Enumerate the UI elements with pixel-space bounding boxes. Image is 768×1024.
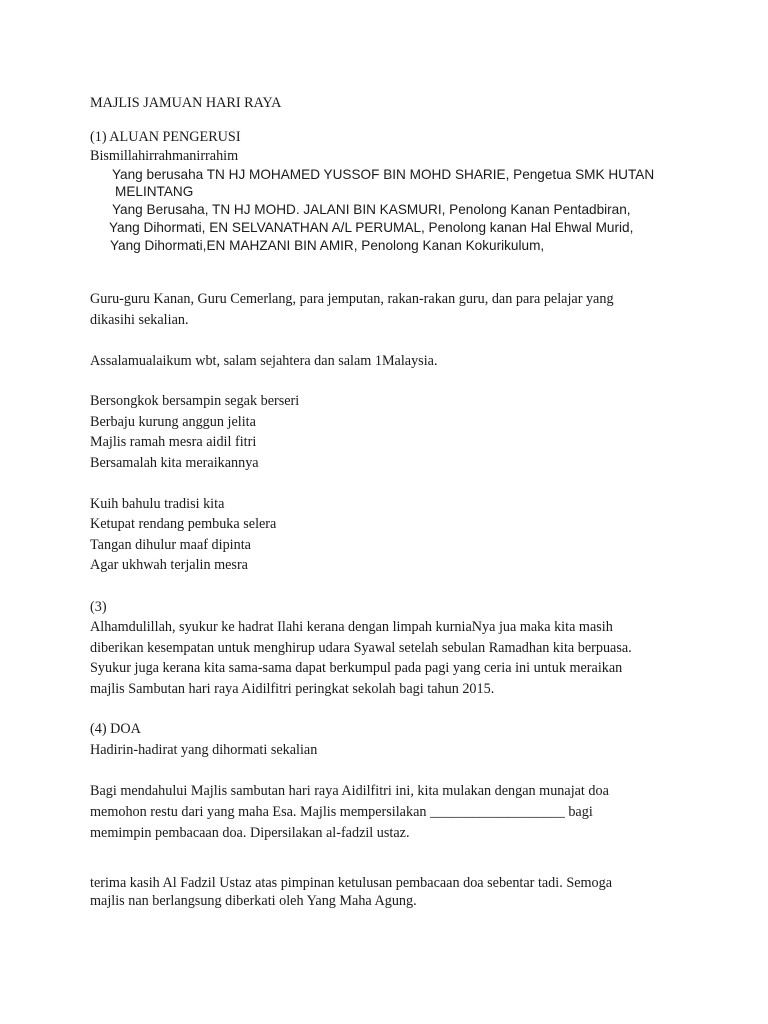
pantun-line: Kuih bahulu tradisi kita [90,496,225,512]
salutation-line: Yang Dihormati, EN SELVANATHAN A/L PERUMAL, Penolong kanan Hal Ehwal Murid, [109,220,634,235]
paragraph-line: memimpin pembacaan doa. Dipersilakan al-fadzil ustaz. [90,825,410,841]
paragraph-line: Syukur juga kerana kita sama-sama dapat berkumpul pada pagi yang ceria ini untuk meraikan [90,660,623,676]
salutation-line: MELINTANG [115,184,194,199]
pantun-line: Bersongkok bersampin segak berseri [90,393,300,409]
salutation-line: Yang berusaha TN HJ MOHAMED YUSSOF BIN MOHD SHARIE, Pengetua SMK HUTAN [112,167,655,182]
paragraph-line: memohon restu dari yang maha Esa. Majlis mempersilakan ___________________ bagi [90,804,593,820]
pantun-line: Tangan dihulur maaf dipinta [90,537,251,553]
pantun-line: Ketupat rendang pembuka selera [90,516,277,532]
closing-line: majlis nan berlangsung diberkati oleh Yang Maha Agung. [90,893,417,909]
document-title: MAJLIS JAMUAN HARI RAYA [90,95,282,111]
salutation-hadirin: Hadirin-hadirat yang dihormati sekalian [90,742,318,758]
salutation-line: Yang Dihormati,EN MAHZANI BIN AMIR, Penolong Kanan Kokurikulum, [110,238,545,253]
section-heading-3: (3) [90,599,107,615]
greeting-line: Assalamualaikum wbt, salam sejahtera dan salam 1Malaysia. [90,353,438,369]
audience-line: Guru-guru Kanan, Guru Cemerlang, para jemputan, rakan-rakan guru, dan para pelajar yang [90,291,614,307]
paragraph-line: diberikan kesempatan untuk menghirup udara Syawal setelah sebulan Ramadhan kita berpuasa. [90,640,632,656]
pantun-line: Berbaju kurung anggun jelita [90,414,256,430]
opening-basmalah: Bismillahirrahmanirrahim [90,148,239,164]
closing-line: terima kasih Al Fadzil Ustaz atas pimpinan ketulusan pembacaan doa sebentar tadi. Semoga [90,875,613,891]
paragraph-line: Bagi mendahului Majlis sambutan hari raya Aidilfitri ini, kita mulakan dengan munajat doa [90,783,609,799]
section-heading-doa: (4) DOA [90,721,141,737]
paragraph-line: Alhamdulillah, syukur ke hadrat Ilahi kerana dengan limpah kurniaNya jua maka kita masih [90,619,613,635]
audience-line: dikasihi sekalian. [90,312,189,328]
section-heading-aluan: (1) ALUAN PENGERUSI [90,129,241,145]
salutation-line: Yang Berusaha, TN HJ MOHD. JALANI BIN KASMURI, Penolong Kanan Pentadbiran, [112,202,631,217]
pantun-line: Bersamalah kita meraikannya [90,455,259,471]
paragraph-line: majlis Sambutan hari raya Aidilfitri peringkat sekolah bagi tahun 2015. [90,681,495,697]
pantun-line: Agar ukhwah terjalin mesra [90,557,248,573]
pantun-line: Majlis ramah mesra aidil fitri [90,434,257,450]
